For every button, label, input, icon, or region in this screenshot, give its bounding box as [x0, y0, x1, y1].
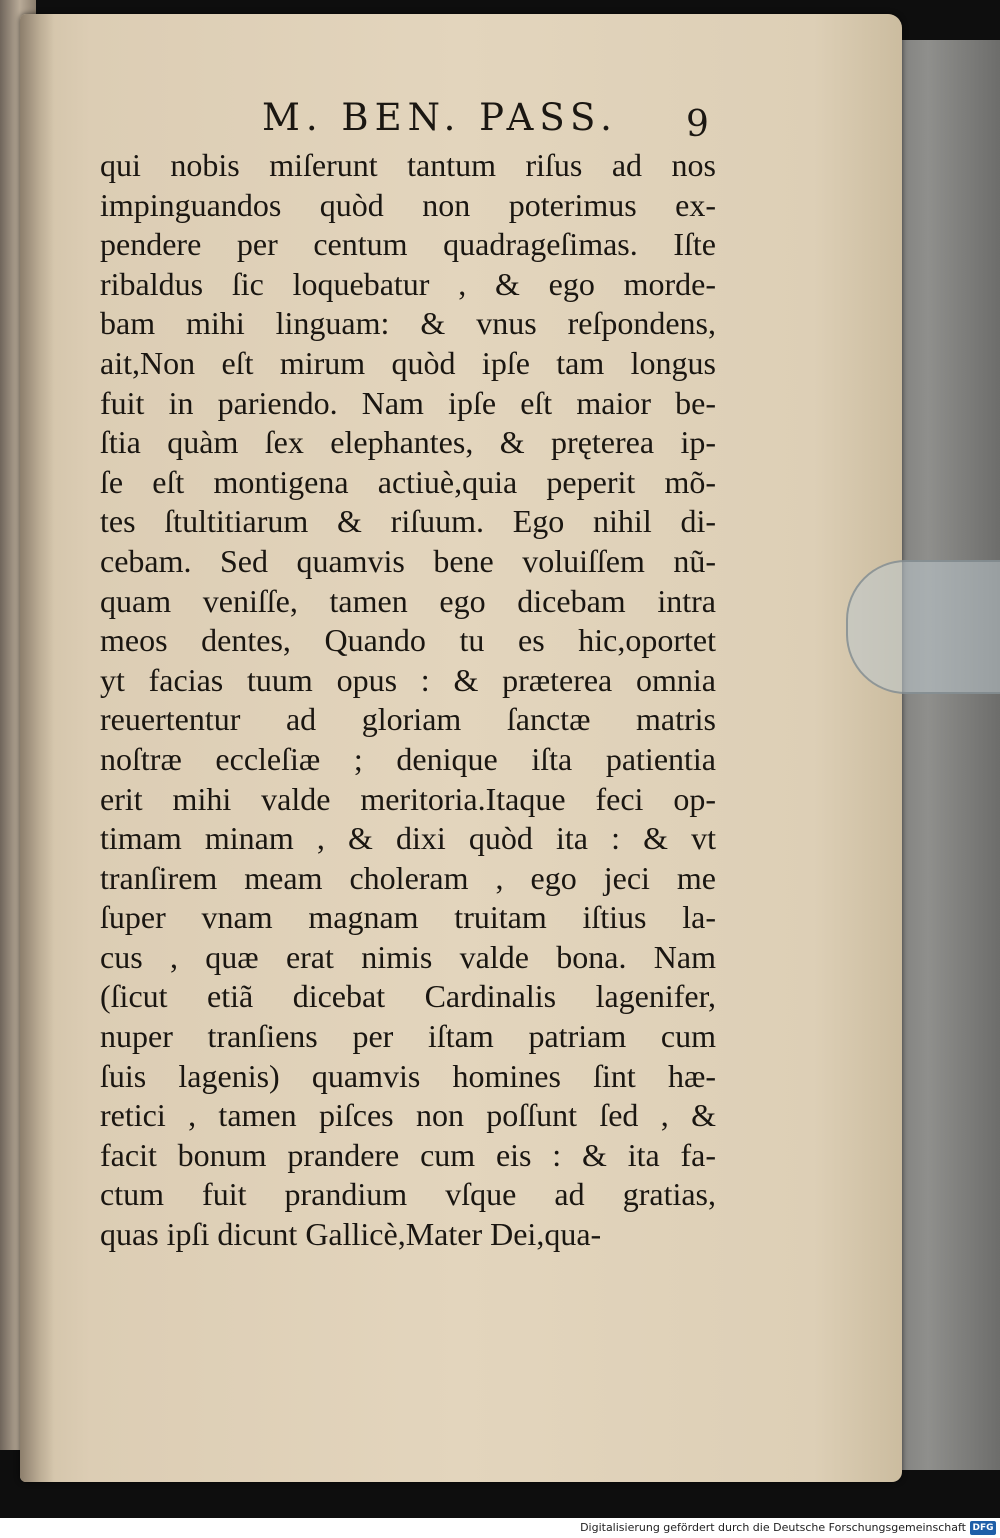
text-line: tes ſtultitiarum & riſuum. Ego nihil di-	[100, 503, 716, 540]
text-line: qui nobis miſerunt tantum riſus ad nos	[100, 147, 716, 183]
page-clip	[846, 560, 1000, 694]
text-line: quam veniſſe, tamen ego dicebam intra	[100, 582, 716, 619]
text-line: ſtia quàm ſex elephantes, & prętereа ip-	[100, 424, 716, 461]
text-line: timam minam , & dixi quòd ita : & vt	[100, 820, 716, 857]
text-line: ribaldus ſic loquebatur , & ego morde-	[100, 265, 716, 302]
text-line: yt facias tuum opus : & præterea omnia	[100, 661, 716, 698]
page-gutter	[20, 14, 54, 1482]
text-line: ſuis lagenis) quamvis homines ſint hæ-	[100, 1057, 716, 1094]
text-line: meos dentes, Quando tu es hic,oportet	[100, 622, 716, 659]
text-line: ctum fuit prandium vſque ad gratias,	[100, 1176, 716, 1213]
text-line: (ſicut etiã dicebat Cardinalis lagenifer,	[100, 978, 716, 1015]
text-line: cebam. Sed quamvis bene voluiſſem nũ-	[100, 542, 716, 579]
text-line: tranſirem meam choleram , ego jeci me	[100, 859, 716, 896]
text-line: reuertentur ad gloriam ſanctæ matris	[100, 701, 716, 738]
text-line: ait,Non eſt mirum quòd ipſe tam longus	[100, 344, 716, 381]
text-line: facit bonum prandere cum eis : & ita fa-	[100, 1136, 716, 1173]
text-line: noſtræ eccleſiæ ; denique iſta patientia	[100, 740, 716, 777]
text-line: cus , quæ erat nimis valde bona. Nam	[100, 938, 716, 975]
text-line: ſe eſt montigena actiuè,quia peperit mõ-	[100, 463, 716, 500]
running-head: M. BEN. PASS.	[262, 96, 618, 139]
text-line: pendere per centum quadrageſimas. Iſte	[100, 226, 716, 263]
text-line: quas ipſi dicunt Gallicè,Mater Dei,qua-	[100, 1216, 602, 1253]
text-line: nuper tranſiens per iſtam patriam cum	[100, 1018, 716, 1055]
funding-credit: Digitalisierung gefördert durch die Deutsche Forschungsgemeinschaft	[580, 1521, 966, 1534]
dfg-logo-icon: DFG	[970, 1521, 996, 1535]
body-text	[100, 146, 716, 1255]
text-line: retici , tamen piſces non poſſunt ſed , &	[100, 1097, 716, 1134]
page-number: 9	[686, 104, 709, 145]
text-line: impinguandos quòd non poterimus ex-	[100, 186, 716, 223]
text-line: ſuper vnam magnam truitam iſtius la-	[100, 899, 716, 936]
text-line: erit mihi valde meritoria.Itaque feci op-	[100, 780, 716, 817]
text-line: fuit in pariendo. Nam ipſe eſt maior be-	[100, 384, 716, 421]
text-line: bam mihi linguam: & vnus reſpondens,	[100, 305, 716, 342]
